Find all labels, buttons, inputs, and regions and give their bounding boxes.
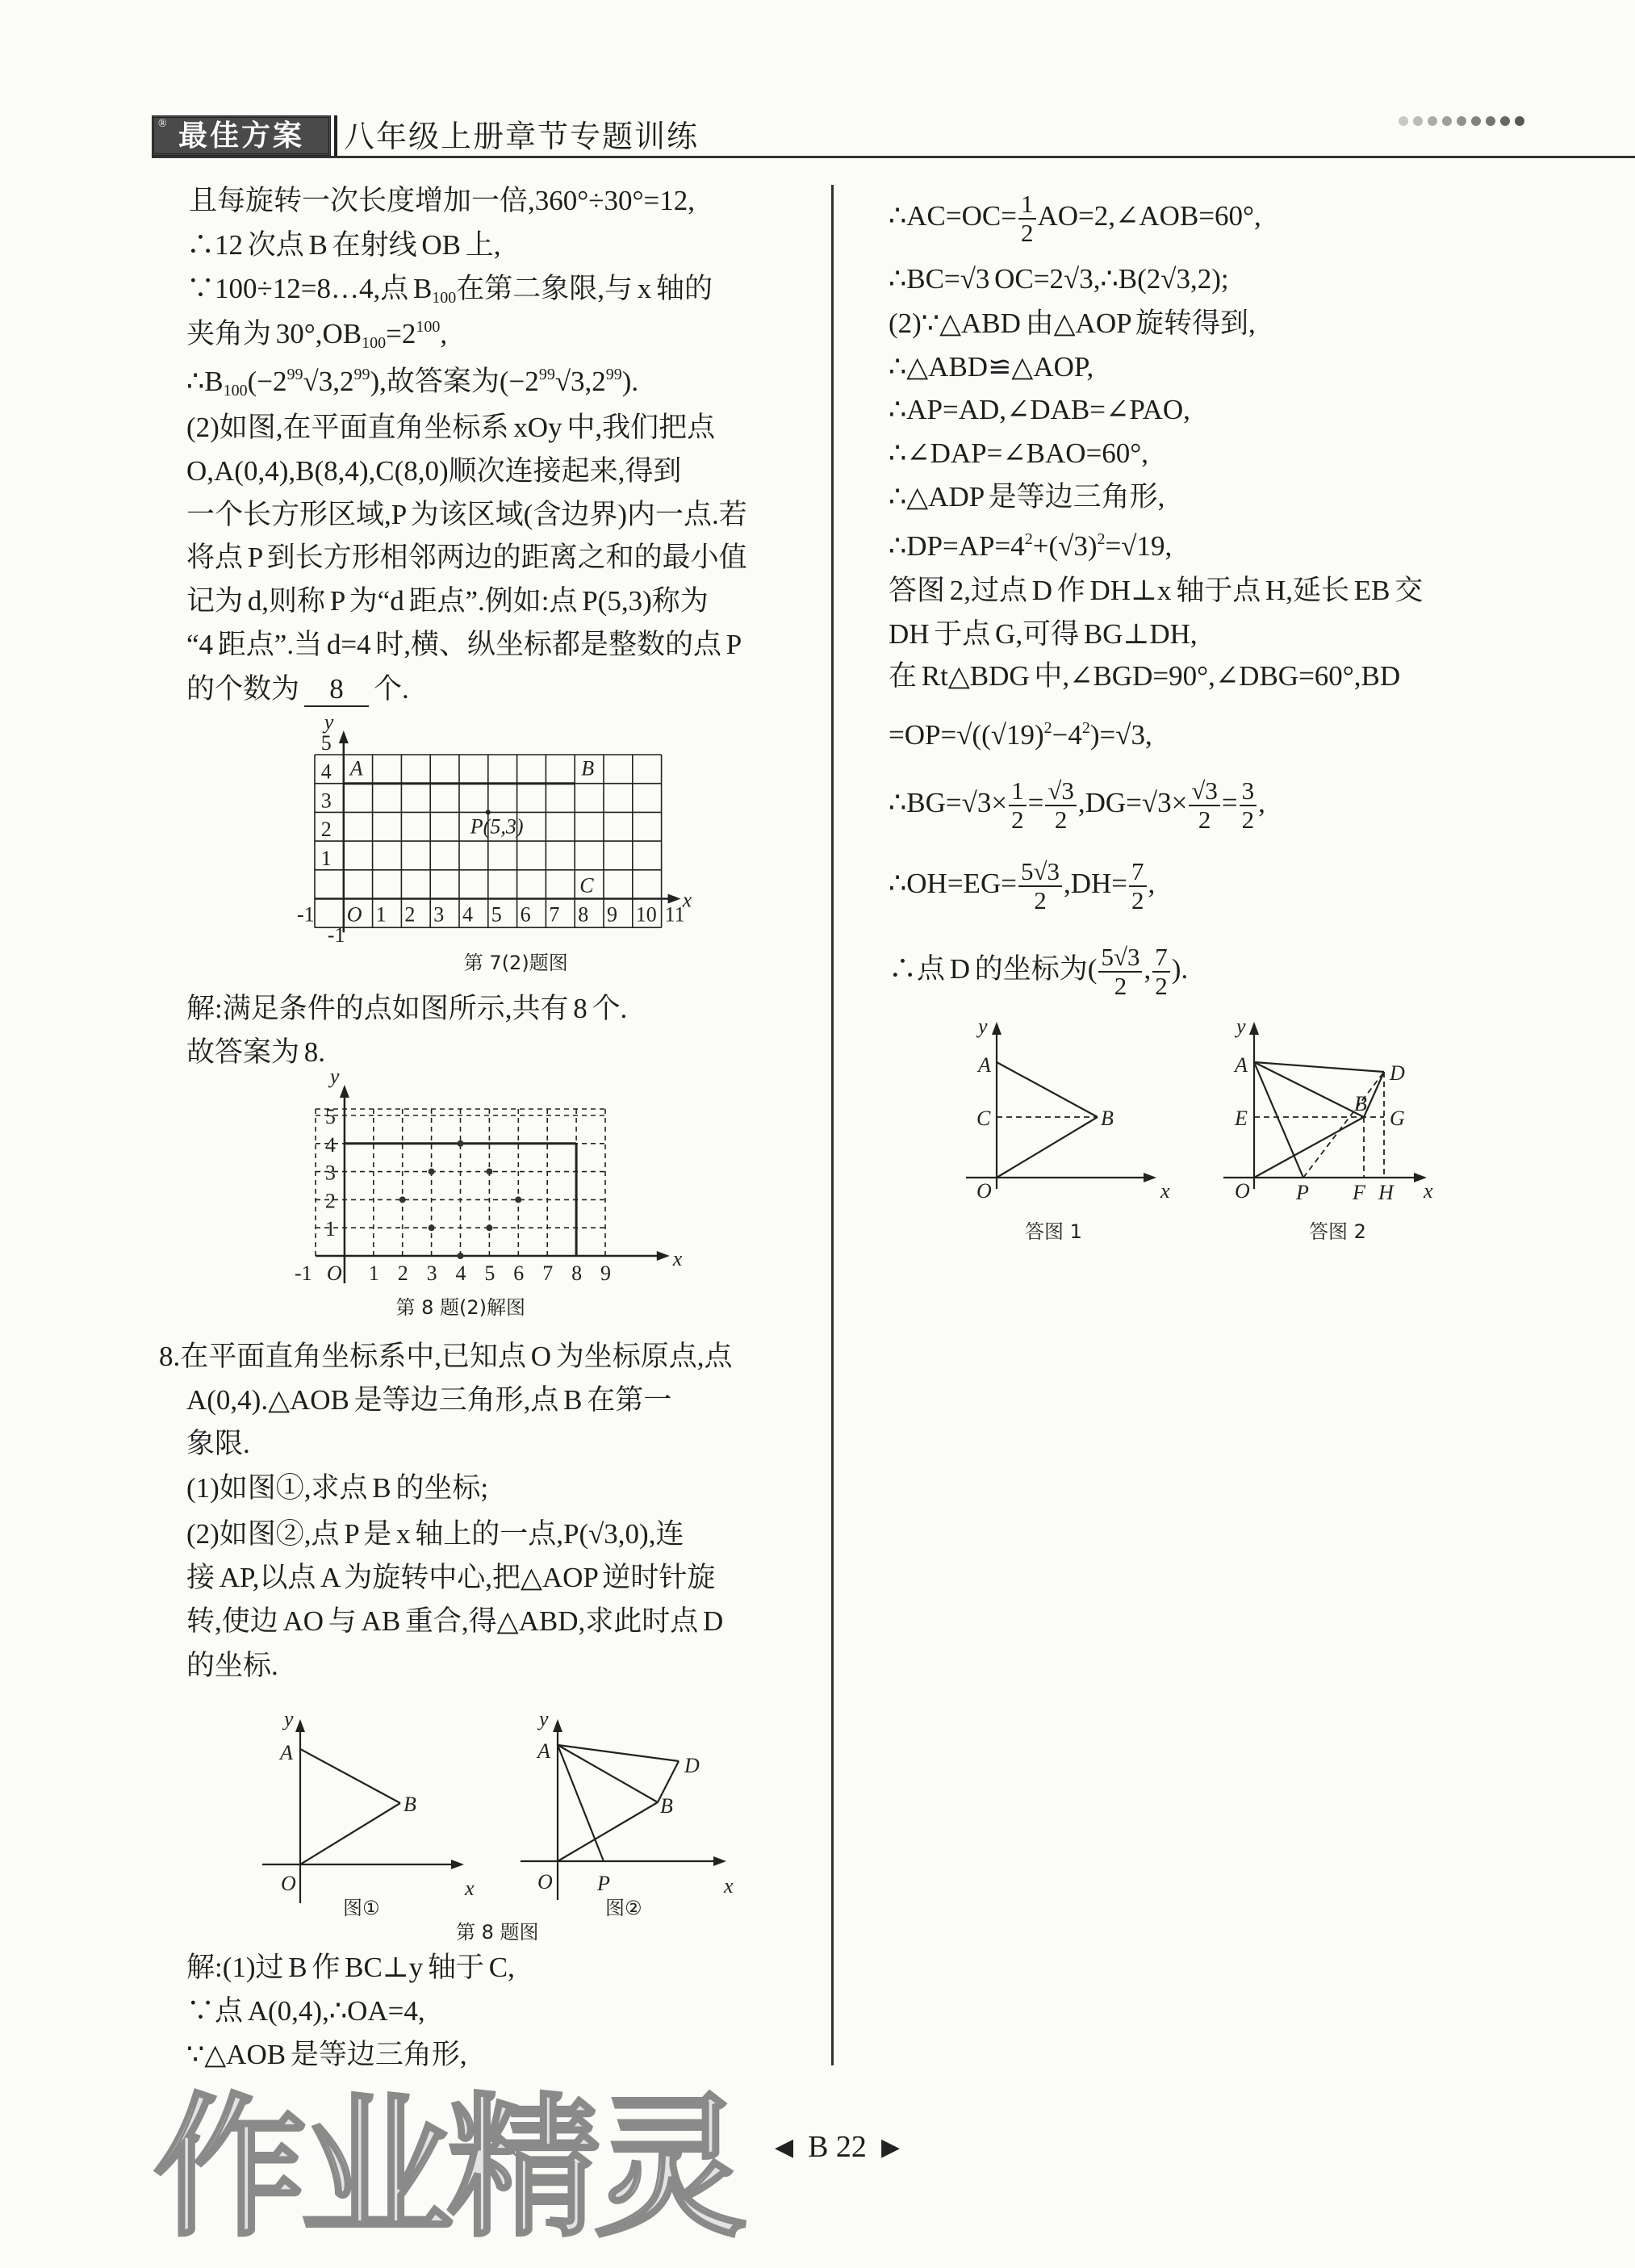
text-run: 的坐标. bbox=[186, 1650, 278, 1681]
y-tick-label: 5 bbox=[320, 731, 332, 755]
text-run: ∴点 D 的坐标为( bbox=[889, 953, 1098, 985]
figure-caption: 第 7(2)题图 bbox=[463, 952, 568, 975]
text-run: +(√3) bbox=[1032, 530, 1098, 562]
x-axis-arrow-icon bbox=[451, 1860, 464, 1869]
text-run: (2)∵△ABD 由△AOP 旋转得到, bbox=[889, 308, 1256, 339]
numerator: √3 bbox=[1045, 777, 1077, 806]
x-tick-label: 7 bbox=[542, 1262, 554, 1285]
triangle-right-icon: ▶ bbox=[880, 2133, 901, 2161]
text-run: 且每旋转一次长度增加一倍,360°÷30°=12, bbox=[189, 185, 695, 216]
point-label-p: P(5,3) bbox=[470, 814, 524, 839]
text-run: , bbox=[1148, 868, 1156, 900]
x-tick-label: 8 bbox=[578, 902, 589, 927]
solution-point bbox=[429, 1224, 435, 1231]
text-run: 接 AP,以点 A 为旋转中心,把△AOP 逆时针旋 bbox=[186, 1562, 716, 1593]
y-tick-label: 3 bbox=[320, 789, 332, 813]
subscript: 100 bbox=[432, 289, 457, 307]
numerator: 5√3 bbox=[1098, 944, 1142, 973]
text-run: ∴∠DAP=∠BAO=60°, bbox=[889, 437, 1149, 469]
y-tick-label: 4 bbox=[324, 1132, 336, 1157]
text-run: ∴AP=AD,∠DAB=∠PAO, bbox=[889, 394, 1190, 425]
watermark: 作业精灵 bbox=[153, 2079, 742, 2258]
denominator: 2 bbox=[1054, 806, 1068, 834]
label-g: G bbox=[1390, 1107, 1405, 1130]
denominator: 2 bbox=[1131, 886, 1144, 914]
x-tick-label: 3 bbox=[426, 1262, 437, 1285]
text-run: ). bbox=[1171, 953, 1189, 985]
x-tick-label: 3 bbox=[433, 902, 445, 927]
text-run: )=√3, bbox=[1089, 719, 1152, 751]
text-run: ∴OH=EG= bbox=[889, 868, 1017, 900]
y-axis-label: y bbox=[284, 1707, 294, 1730]
y-axis-arrow-icon bbox=[553, 1719, 562, 1732]
figure-caption: 第 8 题图 bbox=[456, 1921, 539, 1944]
y-tick-label: 1 bbox=[324, 1217, 336, 1241]
x-tick-label: O bbox=[326, 1262, 342, 1285]
x-tick-label: 1 bbox=[375, 902, 387, 927]
text-run: 故答案为 8. bbox=[186, 1036, 326, 1068]
text-run: 在 Rt△BDG 中,∠BGD=90°,∠DBG=60°,BD bbox=[889, 660, 1401, 692]
denominator: 2 bbox=[1198, 806, 1211, 834]
text-run: 解:满足条件的点如图所示,共有 8 个. bbox=[186, 993, 628, 1024]
text-run: (2)如图,在平面直角坐标系 xOy 中,我们把点 bbox=[186, 412, 716, 443]
segment-ab bbox=[558, 1745, 658, 1802]
y-tick-label: 2 bbox=[324, 1189, 336, 1213]
text-run: 8.在平面直角坐标系中,已知点 O 为坐标原点,点 bbox=[159, 1341, 733, 1372]
numerator: 1 bbox=[1009, 777, 1027, 806]
superscript: 2 bbox=[1097, 530, 1106, 548]
book-title: 八年级上册章节专题训练 bbox=[344, 119, 700, 154]
superscript: 2 bbox=[1024, 530, 1033, 548]
label-o: O bbox=[1235, 1179, 1250, 1203]
text-run: “4 距点”.当 d=4 时,横、纵坐标都是整数的点 P bbox=[186, 629, 742, 660]
x-tick-label: -1 bbox=[297, 902, 315, 927]
numerator: 7 bbox=[1129, 858, 1147, 887]
text-run: ∴△ABD≌△AOP, bbox=[889, 351, 1094, 383]
solution-point bbox=[486, 1224, 492, 1231]
label-f: F bbox=[1353, 1181, 1365, 1204]
answer-blank: 8 bbox=[304, 673, 369, 707]
text-run: ). bbox=[621, 366, 639, 397]
text-run: −4 bbox=[1052, 719, 1082, 751]
text-run: DH 于点 G,可得 BG⊥DH, bbox=[889, 618, 1198, 650]
subscript: 100 bbox=[362, 334, 387, 352]
superscript: 99 bbox=[538, 366, 555, 383]
denominator: 2 bbox=[1021, 219, 1034, 247]
text-run: ,DG=√3× bbox=[1077, 787, 1188, 819]
text-run: ∴BG=√3× bbox=[889, 787, 1008, 819]
segment-ab bbox=[997, 1062, 1098, 1117]
y-axis-arrow-icon bbox=[1249, 1022, 1259, 1035]
figure-caption: 第 8 题(2)解图 bbox=[395, 1296, 526, 1319]
text-run: √3,2 bbox=[554, 366, 606, 397]
x-axis-label: x bbox=[1424, 1179, 1433, 1203]
x-tick-label: 5 bbox=[491, 902, 502, 927]
x-tick-label: 9 bbox=[607, 902, 617, 927]
x-tick-label: 9 bbox=[600, 1262, 611, 1285]
solution-point bbox=[399, 1196, 406, 1203]
label-o: O bbox=[976, 1179, 992, 1203]
text-run: 象限. bbox=[186, 1428, 250, 1459]
segment-ab bbox=[300, 1749, 400, 1803]
y-tick-label: 1 bbox=[320, 846, 332, 870]
text-run: (−2 bbox=[247, 366, 287, 397]
text-run: ∴B bbox=[186, 366, 224, 397]
segment-ob bbox=[997, 1117, 1098, 1178]
figure-caption: 图① bbox=[343, 1897, 380, 1919]
x-tick-label: 6 bbox=[520, 902, 531, 927]
text-run: 记为 d,则称 P 为“d 距点”.例如:点 P(5,3)称为 bbox=[186, 585, 709, 617]
point-label-b: B bbox=[581, 756, 595, 780]
x-axis-label: x bbox=[672, 1247, 683, 1270]
x-axis-label: x bbox=[1160, 1179, 1170, 1203]
solution-point bbox=[458, 1253, 464, 1259]
x-tick-label: 6 bbox=[513, 1262, 525, 1285]
text-run: ∵100÷12=8…4,点 B bbox=[186, 273, 433, 304]
label-e: E bbox=[1235, 1107, 1248, 1130]
numerator: 3 bbox=[1240, 777, 1257, 806]
y-axis-arrow-icon bbox=[340, 1085, 349, 1098]
superscript: 100 bbox=[416, 318, 441, 336]
label-b: B bbox=[404, 1793, 416, 1816]
label-b: B bbox=[1354, 1092, 1367, 1115]
label-a: A bbox=[978, 1053, 991, 1077]
text-run: ∴△ADP 是等边三角形, bbox=[889, 481, 1165, 513]
numerator: √3 bbox=[1189, 777, 1220, 806]
x-tick-label: 2 bbox=[397, 1262, 408, 1285]
y-axis-label: y bbox=[324, 710, 334, 734]
subscript: 100 bbox=[223, 382, 248, 400]
label-h: H bbox=[1378, 1181, 1394, 1204]
brand-logo: 最佳方案 bbox=[152, 115, 331, 156]
y-axis-label: y bbox=[539, 1707, 549, 1730]
y-axis-arrow-icon bbox=[992, 1022, 1001, 1035]
label-a: A bbox=[537, 1739, 550, 1763]
x-tick-label: 7 bbox=[549, 902, 560, 927]
superscript: 99 bbox=[605, 366, 622, 383]
text-run: √3,2 bbox=[303, 366, 354, 397]
label-b: B bbox=[660, 1794, 673, 1818]
label-d: D bbox=[684, 1754, 700, 1777]
superscript: 99 bbox=[286, 366, 303, 383]
segment-ob bbox=[558, 1802, 658, 1861]
segment-ab bbox=[1254, 1062, 1364, 1117]
denominator: 2 bbox=[1011, 806, 1024, 834]
solution-point bbox=[515, 1196, 521, 1203]
y-axis-label: y bbox=[978, 1015, 988, 1038]
x-axis-label: x bbox=[724, 1874, 734, 1898]
solution-point bbox=[458, 1140, 464, 1147]
y-axis-arrow-icon bbox=[295, 1719, 305, 1732]
y-tick-label: 5 bbox=[324, 1105, 336, 1128]
segment-ad bbox=[1254, 1062, 1384, 1072]
superscript: 99 bbox=[353, 366, 370, 383]
x-tick-label: O bbox=[346, 902, 362, 927]
text-run: 转,使边 AO 与 AB 重合,得△ABD,求此时点 D bbox=[186, 1605, 724, 1637]
x-axis-arrow-icon bbox=[713, 1856, 726, 1866]
text-run: 的个数为 bbox=[186, 673, 300, 705]
figure-caption: 图② bbox=[605, 1897, 642, 1919]
segment-ap bbox=[558, 1745, 604, 1861]
text-run: , bbox=[440, 318, 448, 349]
x-tick-label: -1 bbox=[295, 1262, 312, 1285]
text-run: 个. bbox=[374, 673, 409, 705]
segment-ap bbox=[1254, 1062, 1303, 1178]
denominator: 2 bbox=[1155, 972, 1168, 1000]
label-d: D bbox=[1390, 1061, 1405, 1085]
y-tick-label: 4 bbox=[320, 759, 332, 784]
text-run: ,DH= bbox=[1063, 868, 1128, 900]
figure-caption: 答图 1 bbox=[1025, 1220, 1082, 1243]
label-a: A bbox=[280, 1741, 293, 1764]
text-run: 夹角为 30°,OB bbox=[186, 318, 362, 349]
label-a: A bbox=[1235, 1053, 1248, 1077]
segment-ob bbox=[1254, 1117, 1364, 1178]
y-axis-label: y bbox=[329, 1065, 340, 1088]
x-tick-label: 10 bbox=[635, 902, 657, 927]
label-o: O bbox=[281, 1872, 296, 1895]
solution-point bbox=[486, 1169, 492, 1175]
text-run: (1)如图①,求点 B 的坐标; bbox=[186, 1472, 489, 1504]
x-tick-label: 8 bbox=[571, 1262, 583, 1285]
segment-pd bbox=[1303, 1072, 1384, 1178]
text-run: AO=2,∠AOB=60°, bbox=[1037, 200, 1261, 232]
text-run: ∴DP=AP=4 bbox=[889, 530, 1025, 562]
superscript: 2 bbox=[1043, 719, 1052, 737]
text-run: 答图 2,过点 D 作 DH⊥x 轴于点 H,延长 EB 交 bbox=[889, 575, 1424, 606]
text-run: (2)如图②,点 P 是 x 轴上的一点,P(√3,0),连 bbox=[186, 1518, 684, 1550]
denominator: 2 bbox=[1114, 972, 1127, 1000]
y-tick-label: -1 bbox=[327, 923, 345, 948]
text-run: 解:(1)过 B 作 BC⊥y 轴于 C, bbox=[186, 1952, 515, 1983]
text-run: 在第二象限,与 x 轴的 bbox=[456, 273, 713, 304]
y-axis-label: y bbox=[1236, 1015, 1246, 1038]
triangle-left-icon: ◀ bbox=[775, 2133, 794, 2161]
text-run: 将点 P 到长方形相邻两边的距离之和的最小值 bbox=[186, 542, 747, 573]
x-axis-arrow-icon bbox=[1144, 1173, 1156, 1182]
superscript: 2 bbox=[1081, 719, 1090, 737]
text-run: ∵点 A(0,4),∴OA=4, bbox=[186, 1995, 425, 2027]
x-axis-arrow-icon bbox=[657, 1251, 670, 1261]
text-run: ∴AC=OC= bbox=[889, 200, 1017, 232]
text-run: ∴12 次点 B 在射线 OB 上, bbox=[186, 229, 501, 261]
text-run: =2 bbox=[386, 318, 416, 349]
label-c: C bbox=[976, 1107, 991, 1130]
x-axis-label: x bbox=[465, 1877, 475, 1900]
label-p: P bbox=[1296, 1181, 1309, 1204]
text-run: =OP=√((√19) bbox=[889, 719, 1044, 751]
x-tick-label: 5 bbox=[484, 1262, 496, 1285]
y-tick-label: 2 bbox=[320, 818, 332, 842]
denominator: 2 bbox=[1034, 886, 1047, 914]
text-run: O,A(0,4),B(8,4),C(8,0)顺次连接起来,得到 bbox=[186, 455, 682, 487]
x-tick-label: 11 bbox=[664, 902, 685, 927]
point-label-c: C bbox=[579, 873, 594, 898]
x-tick-label: 2 bbox=[404, 902, 416, 927]
y-axis-arrow-icon bbox=[339, 730, 349, 743]
y-tick-label: 3 bbox=[324, 1161, 336, 1185]
text-run: ),故答案为(−2 bbox=[370, 366, 539, 397]
text-run: , bbox=[1144, 953, 1152, 985]
solution-point bbox=[429, 1169, 435, 1175]
segment-ob bbox=[300, 1803, 400, 1864]
page-footer bbox=[775, 2129, 900, 2165]
text-run: 一个长方形区域,P 为该区域(含边界)内一点.若 bbox=[186, 499, 747, 530]
text-run: = bbox=[1027, 787, 1044, 819]
text-run: = bbox=[1221, 787, 1238, 819]
point-label-a: A bbox=[349, 756, 363, 780]
text-run: A(0,4).△AOB 是等边三角形,点 B 在第一 bbox=[186, 1384, 672, 1416]
segment-ad bbox=[558, 1745, 679, 1761]
label-b: B bbox=[1101, 1107, 1114, 1130]
label-p: P bbox=[597, 1872, 610, 1895]
x-axis-label: x bbox=[682, 888, 692, 912]
registered-mark: ® bbox=[158, 118, 167, 130]
text-run: =√19, bbox=[1105, 530, 1173, 562]
numerator: 5√3 bbox=[1018, 858, 1062, 887]
label-o: O bbox=[537, 1870, 553, 1893]
text-run: , bbox=[1258, 787, 1265, 819]
x-tick-label: 1 bbox=[368, 1262, 379, 1285]
text-run: ∵△AOB 是等边三角形, bbox=[186, 2039, 467, 2070]
numerator: 1 bbox=[1018, 190, 1036, 220]
text-run: ∴BC=√3 OC=2√3,∴B(2√3,2); bbox=[889, 263, 1229, 295]
denominator: 2 bbox=[1241, 806, 1255, 834]
x-tick-label: 4 bbox=[455, 1262, 466, 1285]
numerator: 7 bbox=[1152, 944, 1170, 973]
figure-caption: 答图 2 bbox=[1309, 1220, 1366, 1243]
x-tick-label: 4 bbox=[462, 902, 473, 927]
page-number: B 22 bbox=[808, 2130, 867, 2164]
